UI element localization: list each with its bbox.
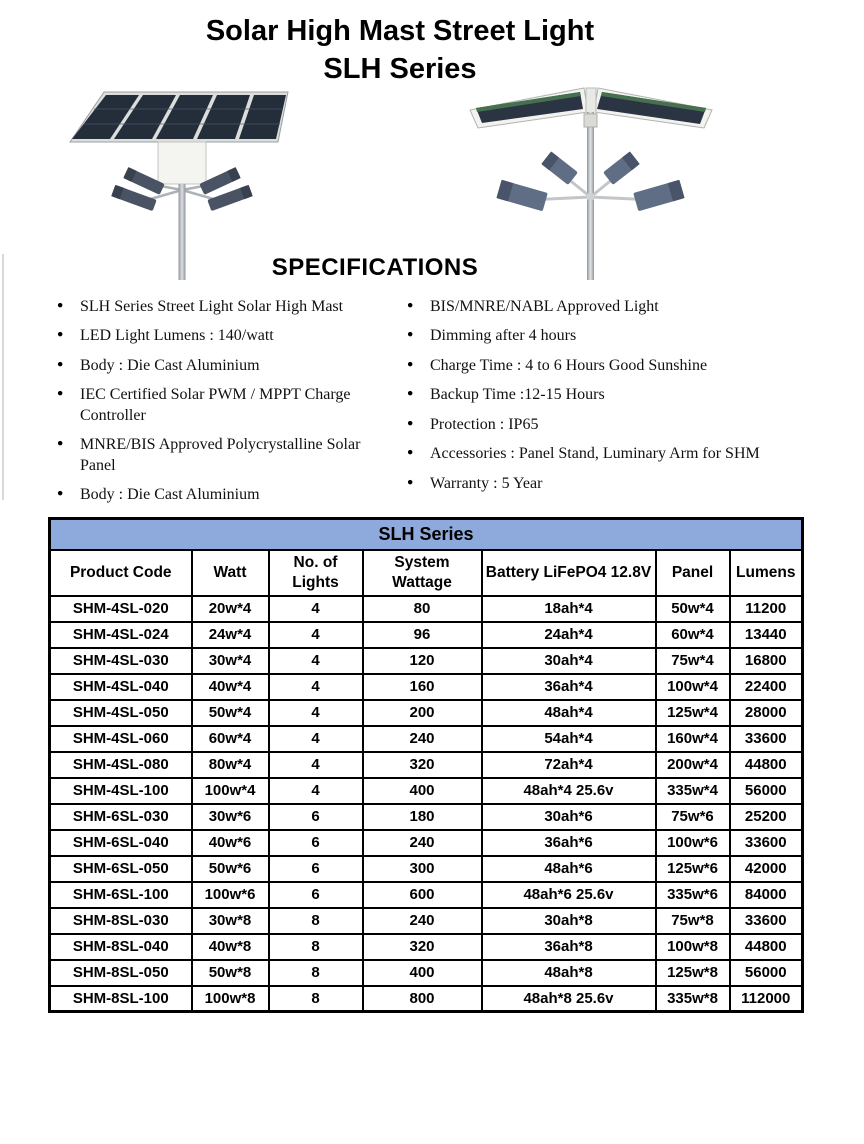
- table-cell: 24ah*4: [482, 622, 656, 648]
- table-cell: 30w*6: [192, 804, 269, 830]
- table-cell: 13440: [730, 622, 803, 648]
- page-edge-line: [2, 254, 4, 500]
- table-cell: 240: [363, 830, 482, 856]
- table-cell: 320: [363, 752, 482, 778]
- spec-item: ● Body : Die Cast Aluminium: [57, 485, 379, 505]
- table-cell: 24w*4: [192, 622, 269, 648]
- table-cell: 100w*6: [192, 882, 269, 908]
- table-row: [50, 596, 803, 622]
- table-row: [50, 856, 803, 882]
- column-header: System Wattage: [363, 550, 482, 596]
- table-row: [50, 830, 803, 856]
- table-cell: 96: [363, 622, 482, 648]
- column-header: Product Code: [50, 550, 192, 596]
- table-cell: 30ah*4: [482, 648, 656, 674]
- table-cell: 4: [269, 648, 363, 674]
- table-cell: 100w*4: [656, 674, 730, 700]
- table-cell: 112000: [730, 986, 803, 1012]
- table-cell: SHM-4SL-040: [50, 674, 192, 700]
- table-cell: 6: [269, 830, 363, 856]
- table-cell: 100w*6: [656, 830, 730, 856]
- column-header-row: [50, 550, 803, 596]
- table-cell: 4: [269, 726, 363, 752]
- table-cell: 200: [363, 700, 482, 726]
- solar-mast-floodlight-illustration: [466, 84, 718, 280]
- column-header: Watt: [192, 550, 269, 596]
- spec-item: ● Body : Die Cast Aluminium: [57, 356, 379, 376]
- table-cell: 48ah*4: [482, 700, 656, 726]
- table-row: [50, 700, 803, 726]
- table-cell: 42000: [730, 856, 803, 882]
- table-cell: 50w*6: [192, 856, 269, 882]
- table-cell: SHM-6SL-030: [50, 804, 192, 830]
- table-cell: 6: [269, 856, 363, 882]
- table-cell: 4: [269, 622, 363, 648]
- table-cell: 50w*4: [656, 596, 730, 622]
- table-cell: 160: [363, 674, 482, 700]
- specifications-heading: SPECIFICATIONS: [271, 254, 479, 281]
- table-cell: 48ah*6 25.6v: [482, 882, 656, 908]
- table-cell: 8: [269, 934, 363, 960]
- spec-item: ● LED Light Lumens : 140/watt: [57, 326, 379, 346]
- table-cell: 160w*4: [656, 726, 730, 752]
- table-cell: 20w*4: [192, 596, 269, 622]
- column-header: Lumens: [730, 550, 803, 596]
- table-row: [50, 726, 803, 752]
- spec-item: ● Protection : IP65: [407, 415, 797, 435]
- document-title-line1: Solar High Mast Street Light: [205, 15, 595, 47]
- table-cell: 75w*8: [656, 908, 730, 934]
- table-cell: 48ah*6: [482, 856, 656, 882]
- table-cell: 48ah*4 25.6v: [482, 778, 656, 804]
- table-cell: 240: [363, 726, 482, 752]
- table-cell: 56000: [730, 778, 803, 804]
- table-cell: SHM-4SL-100: [50, 778, 192, 804]
- table-row: [50, 960, 803, 986]
- table-cell: SHM-8SL-030: [50, 908, 192, 934]
- table-cell: 4: [269, 674, 363, 700]
- table-cell: 33600: [730, 726, 803, 752]
- table-title-row: [50, 519, 803, 550]
- table-cell: 33600: [730, 830, 803, 856]
- spec-item: ● BIS/MNRE/NABL Approved Light: [407, 297, 797, 317]
- table-cell: 125w*4: [656, 700, 730, 726]
- table-row: [50, 986, 803, 1012]
- table-row: [50, 622, 803, 648]
- table-cell: 180: [363, 804, 482, 830]
- table-cell: SHM-4SL-030: [50, 648, 192, 674]
- table-cell: 335w*6: [656, 882, 730, 908]
- table-cell: 200w*4: [656, 752, 730, 778]
- table-row: [50, 908, 803, 934]
- table-title: SLH Series: [50, 519, 803, 550]
- table-cell: 80: [363, 596, 482, 622]
- table-cell: SHM-6SL-050: [50, 856, 192, 882]
- table-cell: 4: [269, 752, 363, 778]
- table-cell: SHM-8SL-100: [50, 986, 192, 1012]
- table-cell: 30w*4: [192, 648, 269, 674]
- table-cell: 100w*8: [192, 986, 269, 1012]
- table-row: [50, 752, 803, 778]
- table-cell: 335w*8: [656, 986, 730, 1012]
- table-cell: 44800: [730, 752, 803, 778]
- column-header: No. of Lights: [269, 550, 363, 596]
- table-cell: 100w*4: [192, 778, 269, 804]
- table-cell: 44800: [730, 934, 803, 960]
- document-title: [0, 12, 800, 89]
- table-cell: 30ah*8: [482, 908, 656, 934]
- table-cell: 30w*8: [192, 908, 269, 934]
- table-row: [50, 648, 803, 674]
- solar-panel-array-lamp-illustration: [58, 84, 300, 280]
- table-cell: 75w*4: [656, 648, 730, 674]
- table-cell: 33600: [730, 908, 803, 934]
- table-cell: SHM-4SL-050: [50, 700, 192, 726]
- table-cell: 48ah*8: [482, 960, 656, 986]
- column-header: Battery LiFePO4 12.8V: [482, 550, 656, 596]
- table-cell: 40w*4: [192, 674, 269, 700]
- table-cell: 120: [363, 648, 482, 674]
- spec-item: ● Warranty : 5 Year: [407, 474, 797, 494]
- product-table-section: [48, 517, 801, 1013]
- table-cell: 320: [363, 934, 482, 960]
- product-table: [48, 517, 804, 1013]
- table-cell: 800: [363, 986, 482, 1012]
- spec-list-right: [407, 297, 797, 503]
- table-cell: 18ah*4: [482, 596, 656, 622]
- table-cell: 48ah*8 25.6v: [482, 986, 656, 1012]
- spec-item: ● MNRE/BIS Approved Polycrystalline Solar Panel: [57, 435, 379, 476]
- spec-item: ● Backup Time :12-15 Hours: [407, 385, 797, 405]
- table-cell: 50w*8: [192, 960, 269, 986]
- table-cell: 4: [269, 596, 363, 622]
- table-cell: 8: [269, 986, 363, 1012]
- table-cell: SHM-8SL-050: [50, 960, 192, 986]
- column-header: Panel: [656, 550, 730, 596]
- table-cell: 125w*8: [656, 960, 730, 986]
- table-row: [50, 674, 803, 700]
- table-cell: 75w*6: [656, 804, 730, 830]
- table-row: [50, 882, 803, 908]
- table-cell: 16800: [730, 648, 803, 674]
- table-cell: SHM-6SL-040: [50, 830, 192, 856]
- spec-item: ● Accessories : Panel Stand, Luminary Arm for SHM: [407, 444, 797, 464]
- spec-list-left: [57, 297, 379, 515]
- table-cell: 300: [363, 856, 482, 882]
- spec-item: ● Dimming after 4 hours: [407, 326, 797, 346]
- spec-item: ● IEC Certified Solar PWM / MPPT Charge Controller: [57, 385, 379, 426]
- table-row: [50, 804, 803, 830]
- table-cell: 240: [363, 908, 482, 934]
- table-cell: 84000: [730, 882, 803, 908]
- table-cell: 36ah*8: [482, 934, 656, 960]
- table-cell: SHM-4SL-060: [50, 726, 192, 752]
- table-cell: 100w*8: [656, 934, 730, 960]
- table-cell: 54ah*4: [482, 726, 656, 752]
- table-row: [50, 778, 803, 804]
- table-cell: 335w*4: [656, 778, 730, 804]
- table-cell: 50w*4: [192, 700, 269, 726]
- table-cell: 4: [269, 700, 363, 726]
- table-cell: 28000: [730, 700, 803, 726]
- document-title-line2: SLH Series: [323, 53, 477, 86]
- table-cell: 30ah*6: [482, 804, 656, 830]
- table-cell: 40w*6: [192, 830, 269, 856]
- table-cell: SHM-8SL-040: [50, 934, 192, 960]
- table-cell: 11200: [730, 596, 803, 622]
- table-cell: 6: [269, 804, 363, 830]
- spec-item: ● SLH Series Street Light Solar High Mast: [57, 297, 379, 317]
- table-cell: 8: [269, 908, 363, 934]
- spec-item: ● Charge Time : 4 to 6 Hours Good Sunshine: [407, 356, 797, 376]
- table-cell: SHM-4SL-020: [50, 596, 192, 622]
- table-cell: 60w*4: [656, 622, 730, 648]
- table-row: [50, 934, 803, 960]
- table-cell: 40w*8: [192, 934, 269, 960]
- table-cell: 6: [269, 882, 363, 908]
- table-cell: 8: [269, 960, 363, 986]
- table-cell: 36ah*6: [482, 830, 656, 856]
- table-cell: 80w*4: [192, 752, 269, 778]
- table-cell: 600: [363, 882, 482, 908]
- table-cell: SHM-4SL-024: [50, 622, 192, 648]
- table-cell: 25200: [730, 804, 803, 830]
- table-cell: 60w*4: [192, 726, 269, 752]
- table-cell: 72ah*4: [482, 752, 656, 778]
- table-cell: SHM-4SL-080: [50, 752, 192, 778]
- table-cell: 56000: [730, 960, 803, 986]
- table-cell: 400: [363, 778, 482, 804]
- table-cell: 125w*6: [656, 856, 730, 882]
- table-cell: 36ah*4: [482, 674, 656, 700]
- table-cell: 400: [363, 960, 482, 986]
- table-cell: SHM-6SL-100: [50, 882, 192, 908]
- table-body: [50, 596, 803, 1012]
- table-cell: 22400: [730, 674, 803, 700]
- table-cell: 4: [269, 778, 363, 804]
